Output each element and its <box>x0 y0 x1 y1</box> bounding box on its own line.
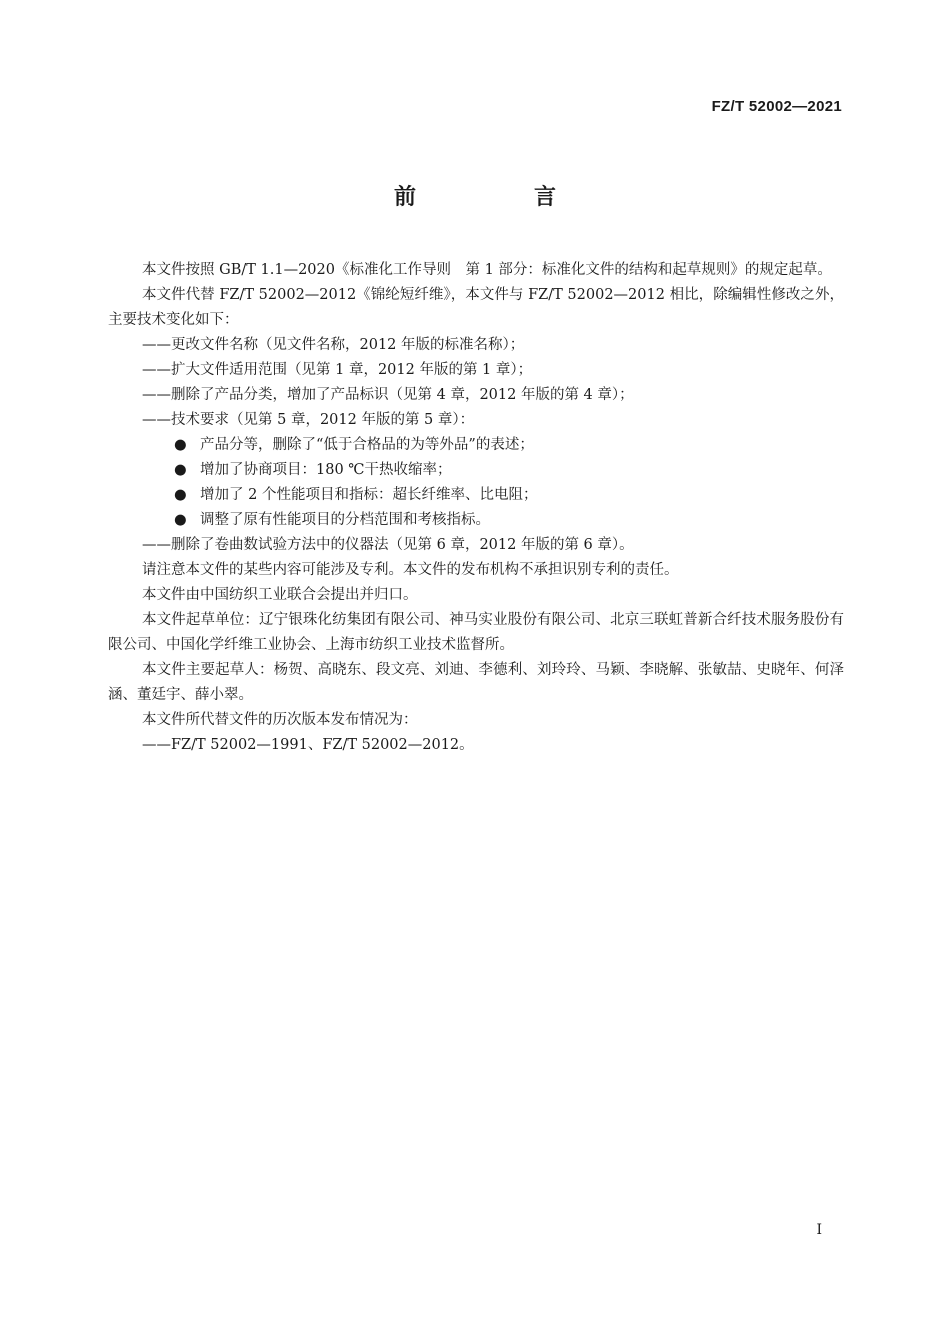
change-item: ——删除了卷曲数试验方法中的仪器法（见第 6 章，2012 年版的第 6 章）。 <box>142 537 634 553</box>
bullet-icon: ● <box>174 487 187 503</box>
bullet-icon: ● <box>174 437 187 453</box>
sub-change-text: 增加了协商项目：180 ℃干热收缩率； <box>200 462 452 478</box>
bullet-icon: ● <box>174 512 187 528</box>
sub-change-item <box>108 433 844 458</box>
sub-change-text: 产品分等，删除了“低于合格品的为等外品”的表述； <box>200 437 534 453</box>
sub-change-item <box>108 458 844 483</box>
paragraph: 请注意本文件的某些内容可能涉及专利。本文件的发布机构不承担识别专利的责任。 <box>142 562 679 578</box>
history-item: ——FZ/T 52002—1991、FZ/T 52002—2012。 <box>142 737 474 753</box>
change-item: ——技术要求（见第 5 章，2012 年版的第 5 章）： <box>142 412 475 428</box>
paragraph: 本文件代替 FZ/T 52002—2012《锦纶短纤维》，本文件与 FZ/T 52002—2012 相比，除编辑性修改之外，主要技术变化如下： <box>108 287 844 328</box>
change-item: ——扩大文件适用范围（见第 1 章，2012 年版的第 1 章）； <box>142 362 533 378</box>
paragraph: 本文件由中国纺织工业联合会提出并归口。 <box>142 587 418 603</box>
change-item: ——更改文件名称（见文件名称，2012 年版的标准名称）； <box>142 337 525 353</box>
paragraph: 本文件按照 GB/T 1.1—2020《标准化工作导则 第 1 部分：标准化文件的结构和起草规则》的规定起草。 <box>142 262 832 278</box>
page-title: 前 言 <box>393 185 604 210</box>
paragraph: 本文件所代替文件的历次版本发布情况为： <box>142 712 418 728</box>
paragraph: 本文件主要起草人：杨贺、高晓东、段文亮、刘迪、李德利、刘玲玲、马颖、李晓解、张敏喆、史晓年、何泽涵、董廷宇、薛小翠。 <box>108 662 844 703</box>
sub-change-item <box>108 508 844 533</box>
standard-code: FZ/T 52002—2021 <box>711 98 842 115</box>
paragraph: 本文件起草单位：辽宁银珠化纺集团有限公司、神马实业股份有限公司、北京三联虹普新合纤技术服务股份有限公司、中国化学纤维工业协会、上海市纺织工业技术监督所。 <box>108 612 844 653</box>
document-body <box>108 258 844 758</box>
bullet-icon: ● <box>174 462 187 478</box>
change-item: ——删除了产品分类，增加了产品标识（见第 4 章，2012 年版的第 4 章）； <box>142 387 634 403</box>
sub-change-item <box>108 483 844 508</box>
sub-change-text: 增加了 2 个性能项目和指标：超长纤维率、比电阻； <box>200 487 538 503</box>
sub-change-text: 调整了原有性能项目的分档范围和考核指标。 <box>200 512 490 528</box>
page-number: I <box>816 1222 822 1238</box>
